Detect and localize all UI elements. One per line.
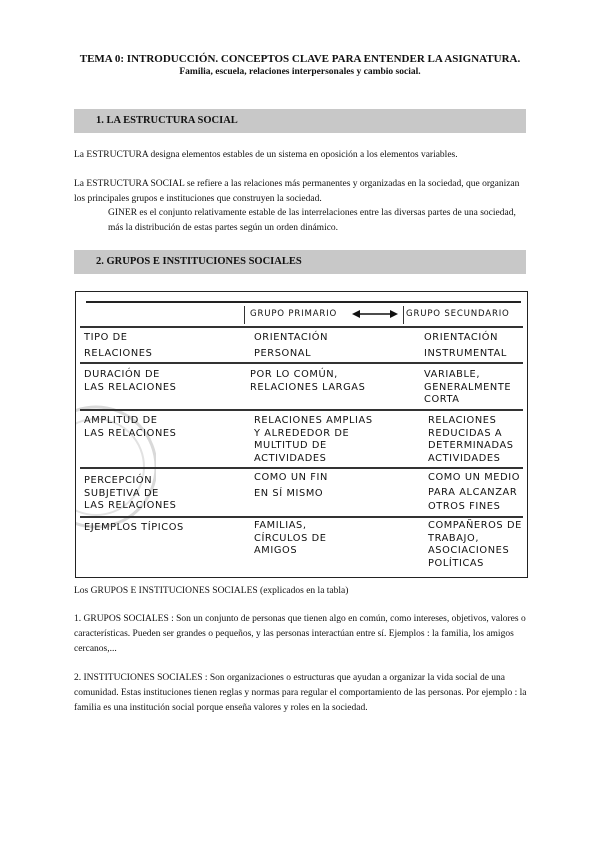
header-divider-right bbox=[403, 306, 404, 324]
secondary-cell: COMO UN MEDIO PARA ALCANZAR OTROS FINES bbox=[428, 472, 521, 512]
primary-cell: POR LO COMÚN, RELACIONES LARGAS bbox=[250, 369, 366, 393]
table-caption: Los GRUPOS E INSTITUCIONES SOCIALES (explicados en la tabla) bbox=[74, 586, 349, 596]
table-rule bbox=[80, 362, 523, 364]
section-heading-estructura-social bbox=[74, 109, 526, 133]
table-rule bbox=[80, 516, 523, 518]
row-label: PERCEPCIÓN SUBJETIVA DE LAS RELACIONES bbox=[84, 475, 177, 511]
document-subtitle: Familia, escuela, relaciones interpersonales y cambio social. bbox=[179, 67, 421, 77]
secondary-cell: RELACIONES REDUCIDAS A DETERMINADAS ACTIVIDADES bbox=[428, 415, 514, 464]
primary-cell: RELACIONES AMPLIAS Y ALREDEDOR DE MULTITUD DE ACTIVIDADES bbox=[254, 415, 373, 464]
paragraph-grupos-sociales: 1. GRUPOS SOCIALES : Son un conjunto de personas que tienen algo en común, como intereses, objetivos, valores o características. Pueden ser grandes o pequeños, y las personas interactúan entre sí. Ejemplos : la familia, los amigos cercanos,... bbox=[74, 614, 526, 654]
paragraph-giner: GINER es el conjunto relativamente estable de las interrelaciones entre las diversas partes de una sociedad, más la distribución de estas partes según un orden dinámico. bbox=[108, 208, 516, 233]
paragraph-estructura: La ESTRUCTURA designa elementos estables de un sistema en oposición a los elementos variables. bbox=[74, 150, 458, 160]
document-title: TEMA 0: INTRODUCCIÓN. CONCEPTOS CLAVE PARA ENTENDER LA ASIGNATURA. bbox=[79, 53, 521, 65]
comparison-table-image bbox=[75, 291, 528, 578]
row-label: TIPO DE RELACIONES bbox=[84, 332, 153, 359]
paragraph-instituciones-sociales: 2. INSTITUCIONES SOCIALES : Son organizaciones o estructuras que ayudan a organizar la vida social de una comunidad. Estas instituciones tienen reglas y normas para regular el comportamiento de las personas. Por ejemplo : la familia es una institución social porque enseña valores y roles en la sociedad. bbox=[74, 673, 527, 713]
secondary-cell: VARIABLE, GENERALMENTE CORTA bbox=[424, 369, 512, 405]
double-arrow-icon bbox=[352, 309, 398, 319]
primary-cell: ORIENTACIÓN PERSONAL bbox=[254, 332, 329, 359]
section-heading-label: 1. LA ESTRUCTURA SOCIAL bbox=[96, 115, 238, 126]
section-heading-label: 2. GRUPOS E INSTITUCIONES SOCIALES bbox=[96, 256, 302, 267]
row-label: EJEMPLOS TÍPICOS bbox=[84, 522, 184, 533]
primary-cell: COMO UN FIN EN SÍ MISMO bbox=[254, 472, 328, 499]
header-primary-group: GRUPO PRIMARIO bbox=[250, 309, 338, 319]
header-secondary-group: GRUPO SECUNDARIO bbox=[406, 309, 510, 319]
header-divider-left bbox=[244, 306, 245, 324]
secondary-cell: COMPAÑEROS DE TRABAJO, ASOCIACIONES POLÍTICAS bbox=[428, 520, 522, 569]
row-label: DURACIÓN DE LAS RELACIONES bbox=[84, 369, 177, 393]
table-rule bbox=[80, 409, 523, 411]
table-top-rule bbox=[86, 301, 521, 303]
primary-cell: FAMILIAS, CÍRCULOS DE AMIGOS bbox=[254, 520, 327, 556]
table-rule bbox=[80, 326, 523, 328]
table-rule bbox=[80, 467, 523, 469]
secondary-cell: ORIENTACIÓN INSTRUMENTAL bbox=[424, 332, 507, 359]
section-heading-grupos-instituciones bbox=[74, 250, 526, 274]
paragraph-estructura-social: La ESTRUCTURA SOCIAL se refiere a las relaciones más permanentes y organizadas en la sociedad, que organizan los principales grupos e instituciones que construyen la sociedad. bbox=[74, 179, 520, 204]
row-label: AMPLITUD DE LAS RELACIONES bbox=[84, 415, 177, 439]
